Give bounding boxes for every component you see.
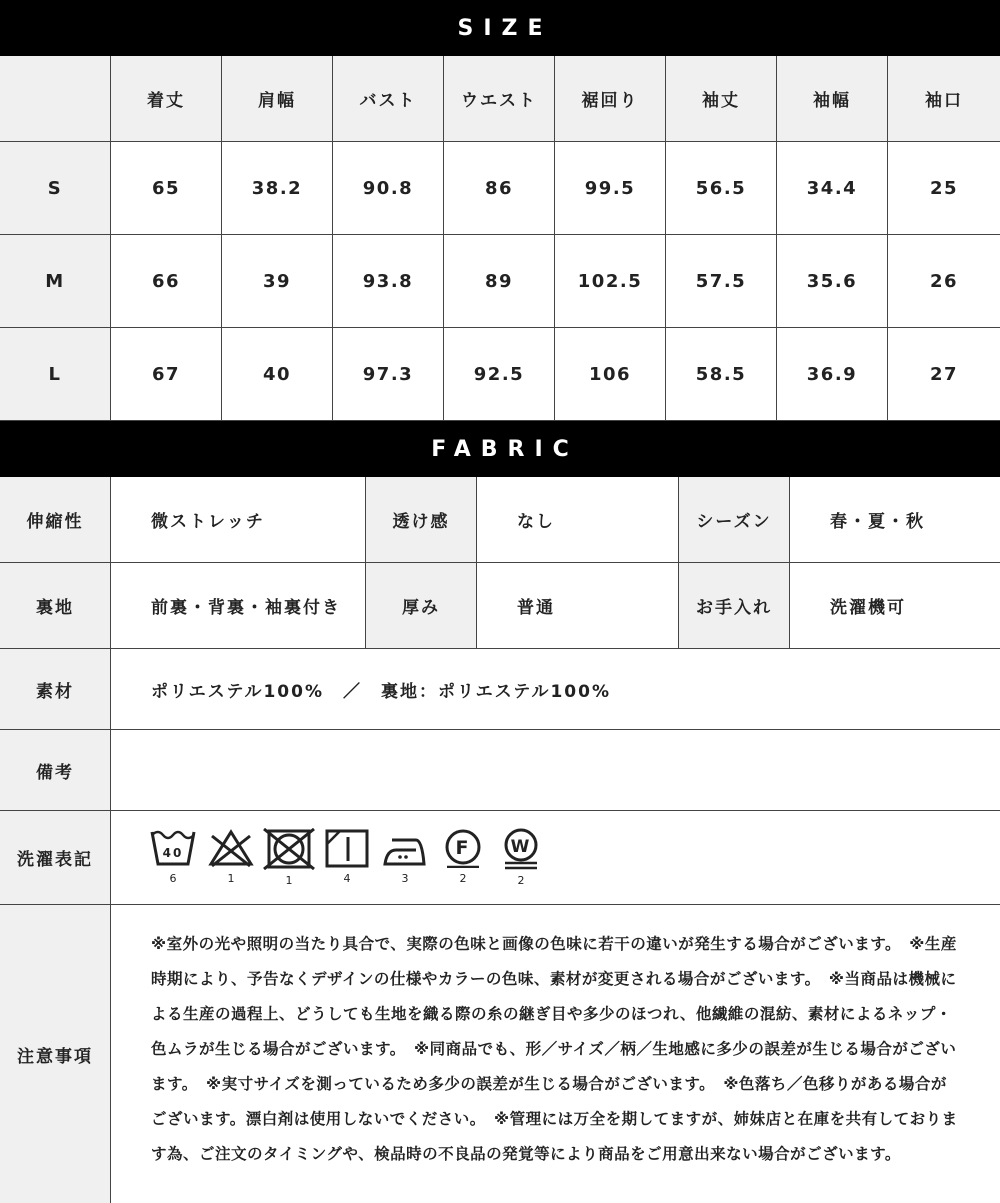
size-value: 40 — [222, 328, 333, 420]
fabric-table — [0, 477, 1000, 1203]
size-header-corner — [0, 56, 111, 141]
care-code: 3 — [401, 872, 409, 885]
size-value: 89 — [444, 235, 555, 327]
no-tumble-dry-icon — [263, 828, 315, 870]
size-table — [0, 56, 1000, 421]
header-sleeve-width: 袖幅 — [777, 56, 888, 141]
care-code: 1 — [285, 874, 293, 887]
care-label: 洗濯表記 — [0, 811, 111, 904]
care-icon-wetclean — [497, 828, 545, 887]
header-bust: バスト — [333, 56, 444, 141]
size-value: 34.4 — [777, 142, 888, 234]
thickness-value: 普通 — [477, 563, 679, 648]
care-method-value: 洗濯機可 — [830, 598, 906, 618]
header-sleeve-length: 袖丈 — [666, 56, 777, 141]
stretch-value: 微ストレッチ — [111, 477, 366, 562]
care-code: 2 — [517, 874, 525, 887]
care-code: 6 — [169, 872, 177, 885]
line-dry-shade-icon — [324, 828, 370, 868]
header-waist: ウエスト — [444, 56, 555, 141]
care-icon-iron — [381, 828, 429, 885]
sheer-label: 透け感 — [366, 477, 477, 562]
care-icon-tumble — [265, 828, 313, 887]
size-value: 90.8 — [333, 142, 444, 234]
size-value: 92.5 — [444, 328, 555, 420]
size-value: 39 — [222, 235, 333, 327]
care-code: 2 — [459, 872, 467, 885]
notes-text: ※室外の光や照明の当たり具合で、実際の色味と画像の色味に若干の違いが発生する場合がございます。 ※生産時期により、予告なくデザインの仕様やカラーの色味、素材が変更される場合がございます。 ※当商品は機械による生産の過程上、どうしても生地を織る際の糸の継ぎ目や多少のほつれ、他繊維の混紡、素材によるネップ・色ムラが生じる場合がございます。 ※同商品でも、形／サイズ／柄／生地感に多少の誤差が生じる場合がございます。 ※実寸サイズを測っているため多少の誤差が生じる場合がございます。 ※色落ち／色移りがある場合がございます。漂白剤は使用しないでください。 ※管理には万全を期してますが、姉妹店と在庫を共有しております為、ご注文のタイミングや、検品時の不良品の発覚等により商品をご用意出来ない場合がございます。 — [151, 935, 958, 1163]
size-value: 65 — [111, 142, 222, 234]
care-icon-wash — [149, 828, 197, 885]
fabric-row-lining — [0, 563, 1000, 649]
size-value: 66 — [111, 235, 222, 327]
size-value: 38.2 — [222, 142, 333, 234]
remarks-value — [111, 730, 1000, 810]
fabric-section-title: FABRIC — [0, 421, 1000, 477]
size-row-s — [0, 142, 1000, 235]
header-hem: 裾回り — [555, 56, 666, 141]
size-value: 36.9 — [777, 328, 888, 420]
header-length: 着丈 — [111, 56, 222, 141]
dry-clean-f-icon — [440, 828, 486, 868]
size-value: 35.6 — [777, 235, 888, 327]
fabric-row-remarks — [0, 730, 1000, 811]
care-code: 1 — [227, 872, 235, 885]
lining-label: 裏地 — [0, 563, 111, 648]
size-label: L — [0, 328, 111, 420]
header-shoulder: 肩幅 — [222, 56, 333, 141]
size-value: 58.5 — [666, 328, 777, 420]
size-row-l — [0, 328, 1000, 421]
size-value: 106 — [555, 328, 666, 420]
header-cuff: 袖口 — [888, 56, 1000, 141]
stretch-label: 伸縮性 — [0, 477, 111, 562]
size-value: 99.5 — [555, 142, 666, 234]
material-value: ポリエステル100% ／ 裏地：ポリエステル100% — [151, 681, 611, 702]
size-value: 86 — [444, 142, 555, 234]
wash-temp-text: 40 — [162, 846, 184, 860]
fabric-row-stretch — [0, 477, 1000, 563]
fabric-row-notes — [0, 905, 1000, 1203]
size-value: 97.3 — [333, 328, 444, 420]
sheer-value: なし — [477, 477, 679, 562]
size-value: 67 — [111, 328, 222, 420]
remarks-label: 備考 — [0, 730, 111, 810]
notes-label: 注意事項 — [0, 905, 111, 1203]
care-icons-cell — [111, 811, 1000, 904]
care-code: 4 — [343, 872, 351, 885]
size-label: S — [0, 142, 111, 234]
no-bleach-icon — [208, 828, 254, 868]
size-value: 26 — [929, 270, 959, 292]
thickness-label: 厚み — [366, 563, 477, 648]
dryclean-letter: F — [455, 837, 471, 859]
size-value: 25 — [929, 177, 959, 199]
size-value: 93.8 — [333, 235, 444, 327]
size-label: M — [0, 235, 111, 327]
season-value: 春・夏・秋 — [830, 512, 925, 532]
iron-low-icon — [382, 828, 428, 868]
lining-value: 前裏・背裏・袖裏付き — [111, 563, 366, 648]
wetclean-letter: W — [510, 837, 532, 857]
care-icon-bleach — [207, 828, 255, 885]
care-icon-dry — [323, 828, 371, 885]
care-icons — [111, 828, 545, 887]
care-method-label: お手入れ — [679, 563, 790, 648]
fabric-row-care — [0, 811, 1000, 905]
material-label: 素材 — [0, 649, 111, 729]
wet-clean-w-icon — [498, 828, 544, 870]
size-value: 27 — [929, 363, 959, 385]
size-value: 57.5 — [666, 235, 777, 327]
wash-40-icon — [150, 828, 196, 868]
fabric-row-material — [0, 649, 1000, 730]
size-value: 56.5 — [666, 142, 777, 234]
size-row-m — [0, 235, 1000, 328]
season-label: シーズン — [679, 477, 790, 562]
size-header-row — [0, 56, 1000, 142]
size-section-title: SIZE — [0, 0, 1000, 56]
size-value: 102.5 — [555, 235, 666, 327]
care-icon-dryclean — [439, 828, 487, 885]
